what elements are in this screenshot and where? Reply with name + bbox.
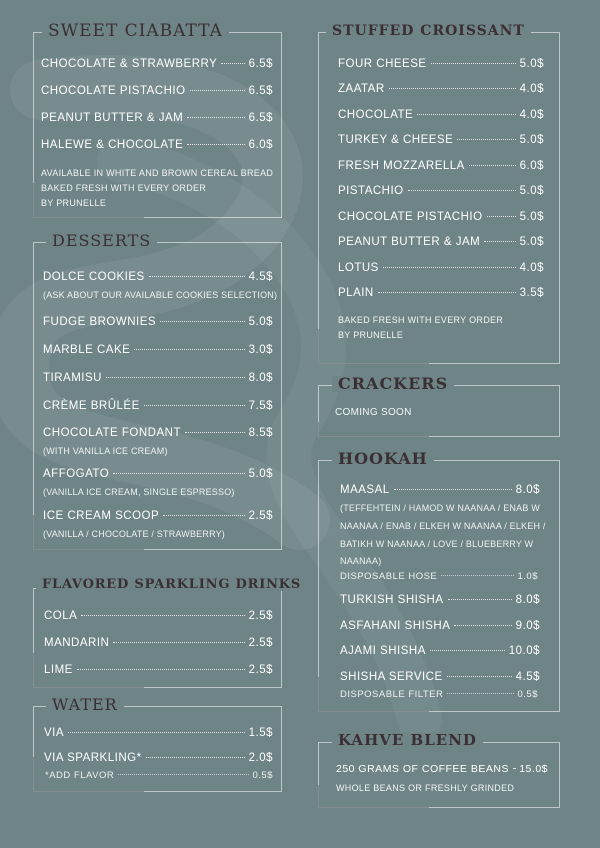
- item-name: ZAATAR: [338, 83, 385, 95]
- menu-item: [41, 58, 273, 70]
- leader-dots: [106, 377, 245, 378]
- item-name: CHOCOLATE FONDANT: [43, 427, 181, 439]
- kahve-blend-title: KAHVE BLEND: [332, 733, 483, 748]
- menu-item: [338, 83, 544, 95]
- leader-dots: [190, 90, 245, 91]
- item-price: 2.5$: [248, 610, 273, 622]
- item-name: MARBLE CAKE: [43, 344, 131, 356]
- menu-item: [340, 671, 540, 683]
- item-name: CHOCOLATE PISTACHIO: [338, 211, 483, 223]
- item-name: DISPOSABLE FILTER: [340, 689, 444, 700]
- menu-item: [44, 664, 273, 676]
- leader-dots: [113, 473, 244, 474]
- menu-item: [44, 727, 273, 739]
- menu-item: [340, 484, 540, 496]
- maasal-flavors-line: (TEFFEHTEIN / HAMOD W NAANAA / ENAB W: [340, 503, 540, 513]
- item-name: TIRAMISU: [43, 372, 102, 384]
- leader-dots: [484, 241, 515, 242]
- crackers-note: COMING SOON: [335, 407, 412, 418]
- item-name: VIA SPARKLING*: [44, 752, 142, 764]
- coffee-beans-item: [336, 763, 548, 775]
- item-price: 5.0$: [248, 468, 273, 480]
- item-price: 8.0$: [248, 372, 273, 384]
- desserts-section: [33, 242, 282, 550]
- leader-dots: [113, 642, 244, 643]
- item-name: AJAMI SHISHA: [340, 645, 426, 657]
- leader-dots: [389, 88, 516, 89]
- leader-dots: [394, 489, 512, 490]
- leader-dots: [163, 515, 244, 516]
- maasal-flavors-line: NAANAA): [340, 556, 382, 566]
- leader-dots: [185, 432, 245, 433]
- leader-dots: [221, 63, 244, 64]
- menu-item: [43, 427, 273, 439]
- item-price: 5.0$: [519, 211, 544, 223]
- leader-dots: [469, 165, 516, 166]
- item-name: DISPOSABLE HOSE: [340, 571, 438, 582]
- leader-dots: [187, 144, 244, 145]
- item-name: LIME: [44, 664, 73, 676]
- item-price: 9.0$: [515, 620, 540, 632]
- menu-item: [338, 134, 544, 146]
- item-price: 6.5$: [248, 112, 273, 124]
- leader-dots: [187, 117, 244, 118]
- leader-dots: [146, 757, 245, 758]
- menu-item: [338, 58, 544, 70]
- menu-item: [340, 689, 538, 700]
- menu-item: [44, 637, 273, 649]
- item-name: PEANUT BUTTER & JAM: [338, 236, 481, 248]
- menu-item: [340, 571, 538, 582]
- menu-item: [43, 372, 273, 384]
- leader-dots: [454, 625, 511, 626]
- item-price: 10.0$: [508, 645, 540, 657]
- leader-dots: [383, 267, 516, 268]
- croissant-note-2: BY PRUNELLE: [338, 330, 404, 340]
- item-price: 4.5$: [248, 271, 273, 283]
- stuffed-croissant-title: STUFFED CROISSANT: [326, 24, 531, 38]
- item-name: COLA: [44, 610, 78, 622]
- item-price: 8.0$: [515, 594, 540, 606]
- item-description: (WITH VANILLA ICE CREAM): [43, 446, 168, 456]
- menu-item: [44, 752, 273, 764]
- menu-item: [43, 468, 273, 480]
- item-name: ASFAHANI SHISHA: [340, 620, 451, 632]
- leader-dots: [118, 774, 248, 775]
- leader-dots: [378, 292, 516, 293]
- menu-item: [43, 344, 273, 356]
- item-name: TURKEY & CHEESE: [338, 134, 454, 146]
- menu-item: [340, 594, 540, 606]
- item-name: CHOCOLATE & STRAWBERRY: [41, 58, 218, 70]
- item-name: PEANUT BUTTER & JAM: [41, 112, 184, 124]
- item-price: 4.0$: [519, 83, 544, 95]
- ciabatta-note-1: AVAILABLE IN WHITE AND BROWN CEREAL BREAD: [41, 168, 274, 178]
- leader-dots: [448, 599, 512, 600]
- leader-dots: [81, 615, 244, 616]
- item-name: CHOCOLATE PISTACHIO: [41, 85, 186, 97]
- item-description: (ASK ABOUT OUR AVAILABLE COOKIES SELECTION): [43, 290, 278, 300]
- menu-item: [338, 287, 544, 299]
- item-price: 3.5$: [519, 287, 544, 299]
- item-price: 4.0$: [519, 109, 544, 121]
- menu-item: [43, 316, 273, 328]
- ciabatta-note-2: BAKED FRESH WITH EVERY ORDER: [41, 183, 207, 193]
- leader-dots: [144, 405, 245, 406]
- item-price: 0.5$: [517, 689, 538, 700]
- crackers-title: CRACKERS: [332, 376, 454, 392]
- item-name: CHOCOLATE: [338, 109, 414, 121]
- item-name: TURKISH SHISHA: [340, 594, 444, 606]
- leader-dots: [77, 669, 245, 670]
- item-price: 5.0$: [519, 236, 544, 248]
- leader-dots: [417, 114, 515, 115]
- item-price: 3.0$: [248, 344, 273, 356]
- leader-dots: [513, 768, 515, 769]
- menu-item: [41, 85, 273, 97]
- sparkling-drinks-title: FLAVORED SPARKLING DRINKS: [36, 578, 307, 591]
- item-name: MAASAL: [340, 484, 390, 496]
- leader-dots: [431, 63, 516, 64]
- item-name: LOTUS: [338, 262, 379, 274]
- menu-item: [340, 645, 540, 657]
- leader-dots: [487, 216, 516, 217]
- item-name: HALEWE & CHOCOLATE: [41, 139, 184, 151]
- sweet-ciabatta-title: SWEET CIABATTA: [42, 23, 229, 40]
- leader-dots: [447, 693, 513, 694]
- menu-item: [45, 770, 273, 781]
- item-name: DOLCE COOKIES: [43, 271, 145, 283]
- item-price: 4.5$: [515, 671, 540, 683]
- menu-item: [340, 620, 540, 632]
- item-name: FOUR CHEESE: [338, 58, 427, 70]
- menu-item: [338, 236, 544, 248]
- item-name: AFFOGATO: [43, 468, 110, 480]
- item-price: 5.0$: [519, 185, 544, 197]
- item-price: 8.0$: [515, 484, 540, 496]
- menu-item: [338, 109, 544, 121]
- item-price: 15.0$: [519, 763, 548, 775]
- item-name: VIA: [44, 727, 65, 739]
- item-name: PISTACHIO: [338, 185, 404, 197]
- menu-item: [41, 139, 273, 151]
- item-name: PLAIN: [338, 287, 374, 299]
- menu-item: [43, 510, 273, 522]
- menu-item: [44, 610, 273, 622]
- item-name: MANDARIN: [44, 637, 110, 649]
- desserts-title: DESSERTS: [46, 233, 157, 249]
- item-price: 1.0$: [517, 571, 538, 582]
- leader-dots: [457, 139, 515, 140]
- item-name: CRÈME BRÛLÉE: [43, 400, 140, 412]
- leader-dots: [134, 349, 244, 350]
- menu-item: [338, 211, 544, 223]
- menu-item: [43, 400, 273, 412]
- item-price: 6.0$: [519, 160, 544, 172]
- item-name: FRESH MOZZARELLA: [338, 160, 465, 172]
- water-title: WATER: [46, 697, 124, 713]
- menu-item: [338, 262, 544, 274]
- item-price: 6.5$: [248, 58, 273, 70]
- item-price: 2.5$: [248, 637, 273, 649]
- item-price: 0.5$: [252, 770, 273, 781]
- item-price: 6.5$: [248, 85, 273, 97]
- kahve-blend-section: [318, 742, 560, 808]
- menu-item: [338, 160, 544, 172]
- item-name: SHISHA SERVICE: [340, 671, 443, 683]
- item-price: 6.0$: [248, 139, 273, 151]
- item-name: FUDGE BROWNIES: [43, 316, 157, 328]
- item-description: (VANILLA / CHOCOLATE / STRAWBERRY): [43, 529, 226, 539]
- maasal-flavors-line: NAANAA / ENAB / ELKEH W NAANAA / ELKEH /: [340, 521, 546, 531]
- hookah-title: HOOKAH: [332, 451, 434, 467]
- croissant-note-1: BAKED FRESH WITH EVERY ORDER: [338, 315, 504, 325]
- item-price: 8.5$: [248, 427, 273, 439]
- item-price: 2.0$: [248, 752, 273, 764]
- menu-item: [43, 271, 273, 283]
- leader-dots: [149, 276, 245, 277]
- leader-dots: [160, 321, 245, 322]
- item-name: ICE CREAM SCOOP: [43, 510, 160, 522]
- item-price: 1.5$: [248, 727, 273, 739]
- kahve-note: WHOLE BEANS OR FRESHLY GRINDED: [336, 783, 515, 793]
- item-price: 2.5$: [248, 664, 273, 676]
- leader-dots: [408, 190, 516, 191]
- item-price: 7.5$: [248, 400, 273, 412]
- leader-dots: [441, 575, 513, 576]
- item-description: (VANILLA ICE CREAM, SINGLE ESPRESSO): [43, 487, 235, 497]
- item-name: *ADD FLAVOR: [45, 770, 115, 781]
- menu-item: [338, 185, 544, 197]
- leader-dots: [430, 650, 505, 651]
- item-price: 5.0$: [519, 134, 544, 146]
- item-name: 250 GRAMS OF COFFEE BEANS: [336, 763, 509, 775]
- item-price: 5.0$: [248, 316, 273, 328]
- maasal-flavors-line: BATIKH W NAANAA / LOVE / BLUEBERRY W: [340, 539, 534, 549]
- item-price: 4.0$: [519, 262, 544, 274]
- leader-dots: [68, 732, 245, 733]
- menu-item: [41, 112, 273, 124]
- leader-dots: [447, 676, 512, 677]
- corner-accent: [318, 422, 429, 437]
- ciabatta-note-3: BY PRUNELLE: [41, 198, 107, 208]
- item-price: 5.0$: [519, 58, 544, 70]
- item-price: 2.5$: [248, 510, 273, 522]
